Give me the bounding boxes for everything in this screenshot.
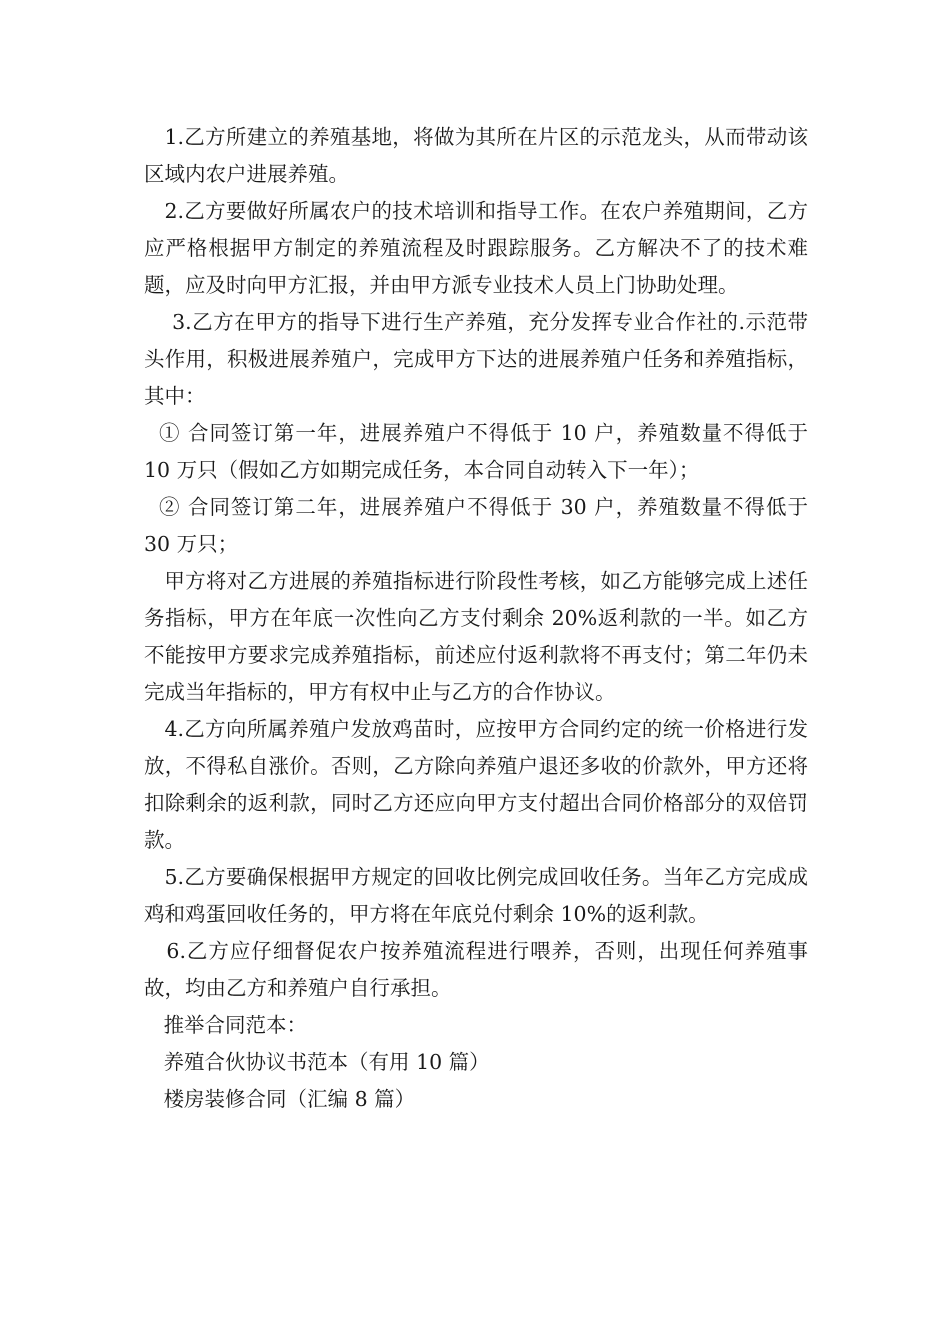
recommended-link-2[interactable]: 楼房装修合同（汇编 8 篇） <box>144 1087 416 1111</box>
paragraph-clause-3: 3.乙方在甲方的指导下进行生产养殖，充分发挥专业合作社的.示范带头作用，积极进展养殖户，完成甲方下达的进展养殖户任务和养殖指标，其中： <box>144 310 808 408</box>
recommended-heading: 推举合同范本： <box>144 1013 308 1037</box>
paragraph-subclause-2: ② 合同签订第二年，进展养殖户不得低于 30 户，养殖数量不得低于 30 万只； <box>144 495 815 556</box>
paragraph-subclause-1: ① 合同签订第一年，进展养殖户不得低于 10 户，养殖数量不得低于 10 万只（假如乙方如期完成任务，本合同自动转入下一年）； <box>144 421 815 482</box>
paragraph-clause-6: 6.乙方应仔细督促农户按养殖流程进行喂养，否则，出现任何养殖事故，均由乙方和养殖户自行承担。 <box>144 939 808 1000</box>
paragraph-assessment: 甲方将对乙方进展的养殖指标进行阶段性考核，如乙方能够完成上述任务指标，甲方在年底一次性向乙方支付剩余 20%返利款的一半。如乙方不能按甲方要求完成养殖指标，前述应付返利款将不再支付；第二年仍未完成当年指标的，甲方有权中止与乙方的合作协议。 <box>144 569 808 704</box>
paragraph-clause-5: 5.乙方要确保根据甲方规定的回收比例完成回收任务。当年乙方完成成鸡和鸡蛋回收任务的，甲方将在年底兑付剩余 10%的返利款。 <box>144 865 808 926</box>
document-body <box>144 119 815 1118</box>
paragraph-clause-1: 1.乙方所建立的养殖基地，将做为其所在片区的示范龙头，从而带动该区域内农户进展养殖。 <box>144 125 808 186</box>
paragraph-clause-4: 4.乙方向所属养殖户发放鸡苗时，应按甲方合同约定的统一价格进行发放，不得私自涨价。否则，乙方除向养殖户退还多收的价款外，甲方还将扣除剩余的返利款，同时乙方还应向甲方支付超出合同价格部分的双倍罚款。 <box>144 717 808 852</box>
paragraph-clause-2: 2.乙方要做好所属农户的技术培训和指导工作。在农户养殖期间，乙方应严格根据甲方制定的养殖流程及时跟踪服务。乙方解决不了的技术难题，应及时向甲方汇报，并由甲方派专业技术人员上门协助处理。 <box>144 199 808 297</box>
recommended-link-1[interactable]: 养殖合伙协议书范本（有用 10 篇） <box>144 1050 490 1074</box>
